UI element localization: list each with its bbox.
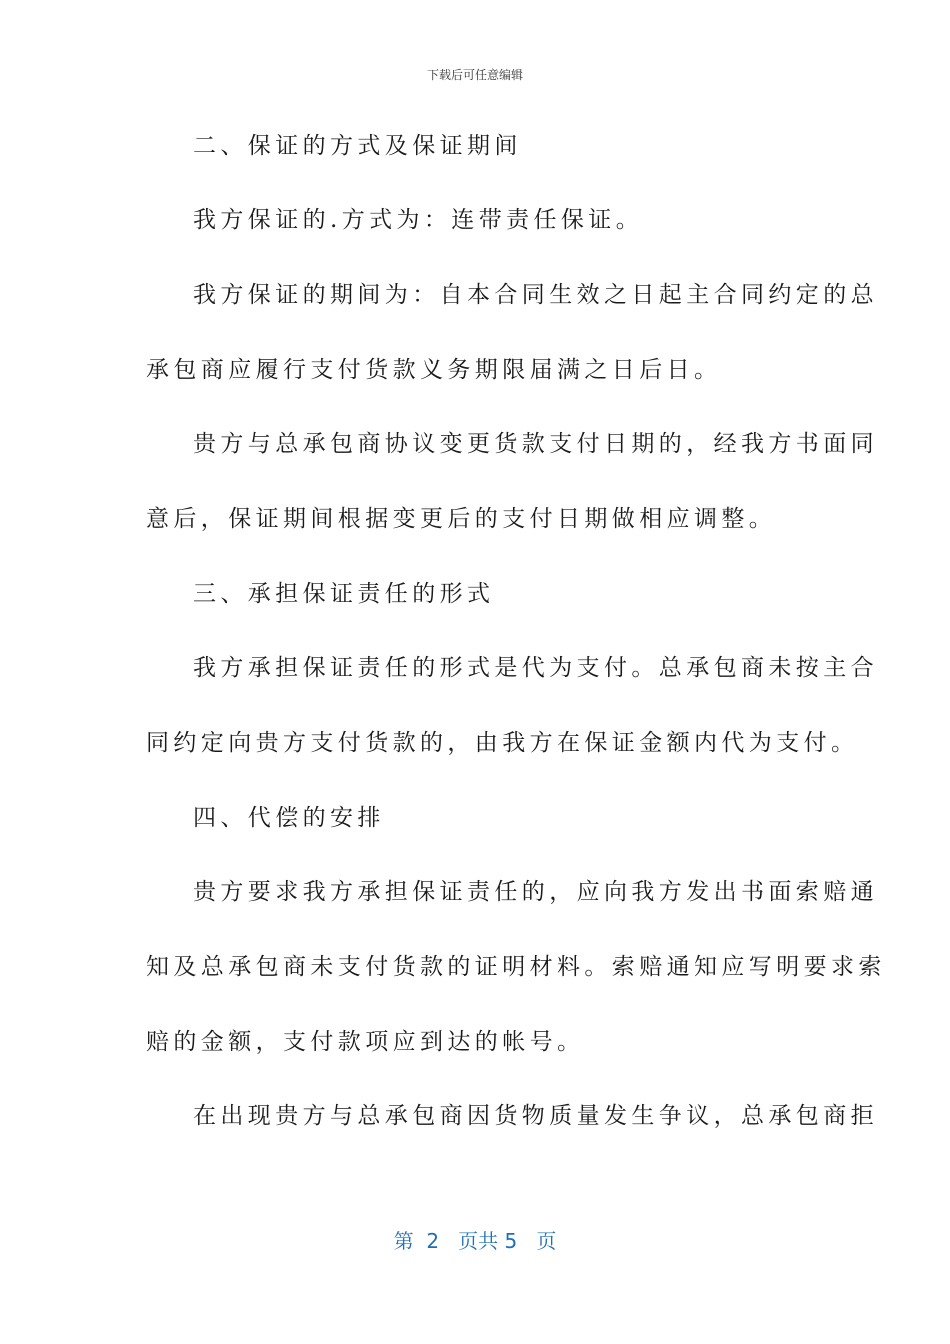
paragraph-line: 我方保证的期间为：自本合同生效之日起主合同约定的总 xyxy=(193,282,878,308)
section-heading: 三、承担保证责任的形式 xyxy=(193,581,495,607)
paragraph-line: 意后，保证期间根据变更后的支付日期做相应调整。 xyxy=(146,506,777,532)
footer-suffix: 页 xyxy=(536,1229,557,1253)
page-header: 下载后可任意编辑 xyxy=(426,68,523,82)
page-footer xyxy=(0,1225,950,1254)
paragraph-line: 我方保证的.方式为：连带责任保证。 xyxy=(193,207,644,233)
footer-middle: 页共 xyxy=(458,1229,499,1253)
paragraph-line: 贵方与总承包商协议变更货款支付日期的，经我方书面同 xyxy=(193,431,878,457)
paragraph-line: 赔的金额，支付款项应到达的帐号。 xyxy=(146,1029,585,1055)
paragraph-line: 承包商应履行支付货款义务期限届满之日后日。 xyxy=(146,357,722,383)
paragraph-line: 同约定向贵方支付货款的，由我方在保证金额内代为支付。 xyxy=(146,730,859,756)
paragraph-line: 我方承担保证责任的形式是代为支付。总承包商未按主合 xyxy=(193,655,878,681)
footer-total-pages: 5 xyxy=(504,1229,518,1253)
paragraph-line: 在出现贵方与总承包商因货物质量发生争议，总承包商拒 xyxy=(193,1103,878,1129)
section-heading: 四、代偿的安排 xyxy=(193,805,385,831)
footer-page-number: 2 xyxy=(426,1229,440,1253)
paragraph-line: 知及总承包商未支付货款的证明材料。索赔通知应写明要求索 xyxy=(146,954,886,980)
section-heading: 二、保证的方式及保证期间 xyxy=(193,133,522,159)
paragraph-line: 贵方要求我方承担保证责任的，应向我方发出书面索赔通 xyxy=(193,879,878,905)
footer-prefix: 第 xyxy=(393,1229,414,1253)
